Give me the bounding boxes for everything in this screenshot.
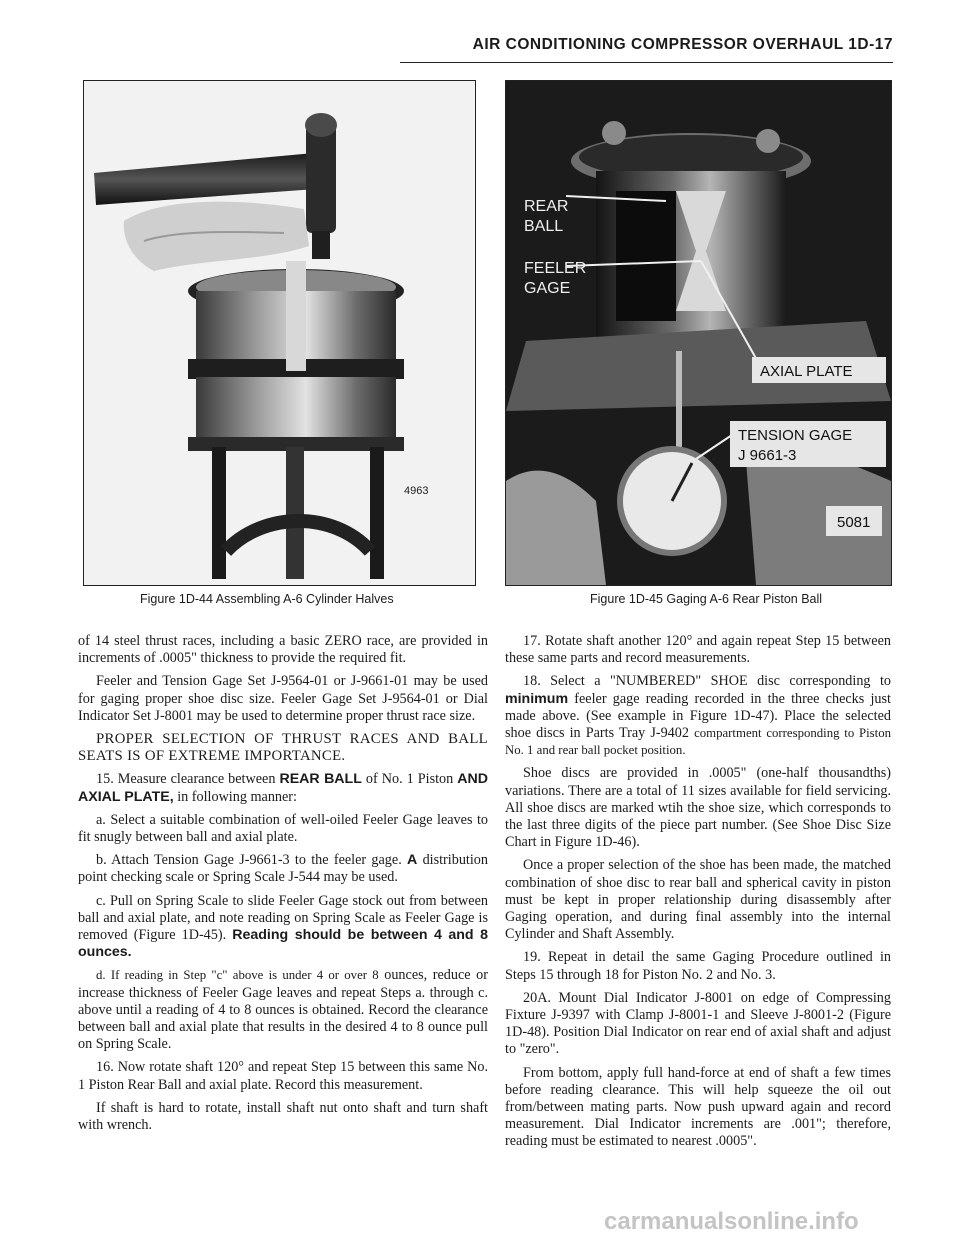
step-18: 18. Select a "NUMBERED" SHOE disc corresponding to minimum feeler gage reading recorded in the three checks just made above. (See example in Figure 1D-47). Place the selected shoe discs in Parts Tray J-9402 compartment corresponding to Piston No. 1 and rear ball pocket position.	[505, 673, 892, 758]
right-text-column	[505, 633, 891, 1157]
label-axial-plate: AXIAL PLATE	[760, 363, 853, 380]
paragraph-feeler-tension-gage-set: Feeler and Tension Gage Set J-9564-01 or J-9661-01 may be used for gaging proper shoe disc size. Feeler Gage Set J-9564-01 or Dial Indicator Set J-8001 may be used to determine proper thrust race size.	[78, 673, 488, 724]
label-tension-gage: TENSION GAGE	[738, 427, 853, 444]
step-15b: b. Attach Tension Gage J-9661-3 to the feeler gage. A distribution point checking scale or Spring Scale J-544 may be used.	[78, 852, 488, 886]
step-15d: d. If reading in Step "c" above is under 4 or over 8 ounces, reduce or increase thickness of Feeler Gage leaves and repeat Steps a. through c. above until a reading of 4 to 8 ounces is obtained. Record the clearance between ball and axial plate that results in the desired 4 to 8 ounce pull on Spring Scale.	[78, 967, 488, 1053]
importance-heading: PROPER SELECTION OF THRUST RACES AND BALL SEATS IS OF EXTREME IMPORTANCE.	[78, 731, 488, 765]
paragraph-shoe-selection: Once a proper selection of the shoe has been made, the matched combination of shoe disc to rear ball and spherical cavity in piston must be kept in proper relationship during disassembly after Gaging operation, and during final assembly into the internal Cylinder and Shaft Assembly.	[505, 857, 891, 943]
step-16: 16. Now rotate shaft 120° and repeat Step 15 between this same No. 1 Piston Rear Ball and axial plate. Record this measurement.	[78, 1059, 488, 1093]
paragraph-shoe-discs: Shoe discs are provided in .0005" (one-half thousandths) variations. There are a total of 11 sizes available for field servicing. All shoe discs are marked wtih the shoe size, which corresponds to the last three digits of the piece part number. (See Shoe Disc Size Chart in Figure 1D-46).	[505, 765, 891, 851]
figure-1d-45-caption: Figure 1D-45 Gaging A-6 Rear Piston Ball	[590, 592, 823, 606]
step-15c: c. Pull on Spring Scale to slide Feeler Gage stock out from between ball and axial plate, and note reading on Spring Scale as Feeler Gage is removed (Figure 1D-45). Reading should be between 4 and 8 ounces.	[78, 892, 488, 961]
page-header: AIR CONDITIONING COMPRESSOR OVERHAUL 1D-17	[400, 36, 893, 63]
figure-1d-45-photo-number: 5081	[837, 514, 871, 531]
left-text-column	[78, 633, 488, 1140]
step-17: 17. Rotate shaft another 120° and again repeat Step 15 between these same parts and record measurements.	[505, 633, 891, 667]
paragraph-from-bottom: From bottom, apply full hand-force at end of shaft a few times before reading clearance. This will help squeeze the oil out from/between mating parts. Now push upward again and record measurement. Dial Indicator increments are .001"; therefore, reading must be estimated to nearest .0005".	[505, 1064, 891, 1150]
step-15: 15. Measure clearance between REAR BALL of No. 1 Piston AND AXIAL PLATE, in following manner:	[78, 771, 488, 805]
paragraph-thrust-races: of 14 steel thrust races, including a basic ZERO race, are provided in increments of .0005" thickness to provide the required fit.	[78, 633, 488, 667]
label-gage: GAGE	[524, 280, 571, 297]
paragraph-shaft-nut: If shaft is hard to rotate, install shaft nut onto shaft and turn shaft with wrench.	[78, 1099, 488, 1134]
step-15a: a. Select a suitable combination of well-oiled Feeler Gage leaves to fit snugly between ball and axial plate.	[78, 811, 488, 846]
label-feeler: FEELER	[524, 260, 587, 277]
figure-1d-44-caption: Figure 1D-44 Assembling A-6 Cylinder Halves	[140, 592, 394, 606]
step-20a: 20A. Mount Dial Indicator J-8001 on edge of Compressing Fixture J-9397 with Clamp J-8001-1 and Sleeve J-8001-2 (Figure 1D-48). Position Dial Indicator on rear end of axial shaft and adjust to "zero".	[505, 989, 891, 1058]
figure-1d-44-photo-number: 4963	[404, 485, 429, 497]
step-19: 19. Repeat in detail the same Gaging Procedure outlined in Steps 15 through 18 for Piston No. 2 and No. 3.	[505, 949, 891, 983]
label-tension-gage-number: J 9661-3	[738, 447, 797, 464]
label-ball: BALL	[524, 218, 564, 235]
watermark: carmanualsonline.info	[604, 1208, 859, 1235]
figure-1d-45-photo	[505, 80, 892, 586]
figure-1d-44-photo	[83, 80, 476, 586]
label-rear: REAR	[524, 198, 569, 215]
